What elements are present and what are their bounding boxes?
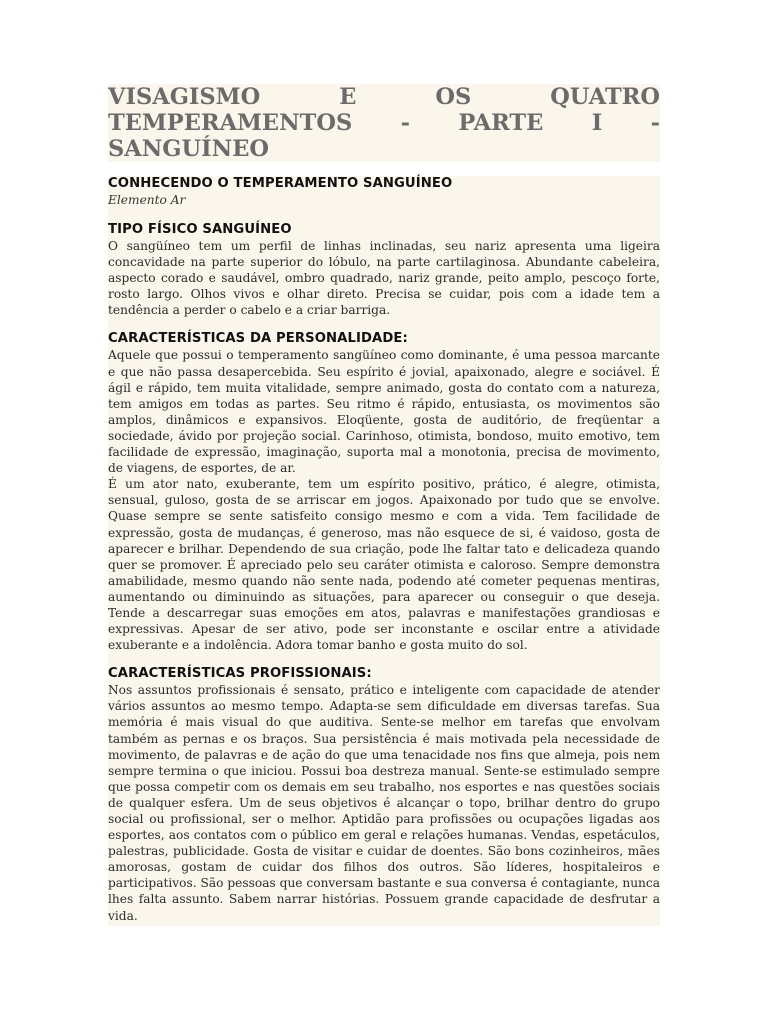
page-title (108, 84, 660, 162)
personality-paragraph-2: É um ator nato, exuberante, tem um espírito positivo, prático, é alegre, otimista, sensual, guloso, gosta de se arriscar em jogos. Apaixonado por tudo que se envolve. Quase sempre se sente satisfeito consigo mesmo e com a vida. Tem facilidade de expressão, gosta de mudanças, é generoso, mas não esquece de si, é vaidoso, gosta de aparecer e brilhar. Dependendo de sua criação, pode lhe faltar tato e delicadeza quando quer se promover. É apreciado pelo seu caráter otimista e caloroso. Sempre demonstra amabilidade, mesmo quando não sente nada, podendo até cometer pequenas mentiras, aumentando ou diminuindo as situações, para aparecer ou conseguir o que deseja. Tende a descarregar suas emoções em atos, palavras e manifestações grandiosas e expressivas. Apesar de ser ativo, pode ser inconstante e oscilar entre a atividade exuberante e a indolência. Adora tomar banho e gosta muito do sol. (108, 477, 660, 653)
personality-heading: CARACTERÍSTICAS DA PERSONALIDADE: (108, 331, 408, 347)
physical-paragraph: O sangüíneo tem um perfil de linhas inclinadas, seu nariz apresenta uma ligeira concavidade na parte superior do lóbulo, na parte cartilaginosa. Abundante cabeleira, aspecto corado e saudável, ombro quadrado, nariz grande, peito amplo, pescoço forte, rosto largo. Olhos vivos e olhar direto. Precisa se cuidar, pois com a idade tem a tendência a perder o cabelo e a criar barriga. (108, 239, 660, 318)
physical-heading: TIPO FÍSICO SANGUÍNEO (108, 222, 292, 237)
professional-section (108, 666, 660, 923)
intro-heading: CONHECENDO O TEMPERAMENTO SANGUÍNEO (108, 176, 453, 191)
physical-section (108, 222, 660, 318)
title-line-1: VISAGISMO E OS QUATRO (108, 84, 660, 110)
title-line-2: TEMPERAMENTOS - PARTE I - SANGUÍNEO (108, 110, 660, 162)
document-page (108, 84, 660, 926)
intro-section (108, 176, 660, 208)
professional-paragraph: Nos assuntos profissionais é sensato, prático e inteligente com capacidade de atender vários assuntos ao mesmo tempo. Adapta-se sem dificuldade em diversas tarefas. Sua memória é mais visual do que auditiva. Sente-se melhor em tarefas que envolvam também as pernas e os braços. Sua persistência é mais motivada pela necessidade de movimento, de palavras e de ação do que uma tenacidade nos fins que almeja, pois nem sempre termina o que iniciou. Possui boa destreza manual. Sente-se estimulado sempre que possa competir com os demais em seu trabalho, nos esportes e nas questões sociais de qualquer esfera. Um de seus objetivos é alcançar o topo, brilhar dentro do grupo social ou profissional, ser o melhor. Aptidão para profissões ou ocupações ligadas aos esportes, aos contatos com o público em geral e relações humanas. Vendas, espetáculos, palestras, publicidade. Gosta de visitar e cuidar de doentes. São bons cozinheiros, mães amorosas, gostam de cuidar dos filhos dos outros. São líderes, hospitaleiros e participativos. São pessoas que conversam bastante e sua conversa é contagiante, nunca lhes falta assunto. Sabem narrar histórias. Possuem grande capacidade de desfrutar a vida. (108, 683, 660, 923)
article-body (108, 176, 660, 926)
professional-heading: CARACTERÍSTICAS PROFISSIONAIS: (108, 666, 372, 682)
personality-paragraph-1: Aquele que possui o temperamento sangüíneo como dominante, é uma pessoa marcante e que não passa desapercebida. Seu espírito é jovial, apaixonado, alegre e sociável. É ágil e rápido, tem muita vitalidade, sempre animado, gosta do contato com a natureza, tem amigos em todas as partes. Seu ritmo é rápido, entusiasta, os movimentos são amplos, dinâmicos e expansivos. Eloqüente, gosta de auditório, de freqüentar a sociedade, ávido por projeção social. Carinhoso, otimista, bondoso, muito emotivo, tem facilidade de expressão, imaginação, suporta mal a monotonia, precisa de movimento, de viagens, de esportes, de ar. (108, 348, 660, 476)
intro-subtitle: Elemento Ar (108, 193, 186, 207)
title-block (108, 84, 660, 162)
personality-section (108, 331, 660, 653)
